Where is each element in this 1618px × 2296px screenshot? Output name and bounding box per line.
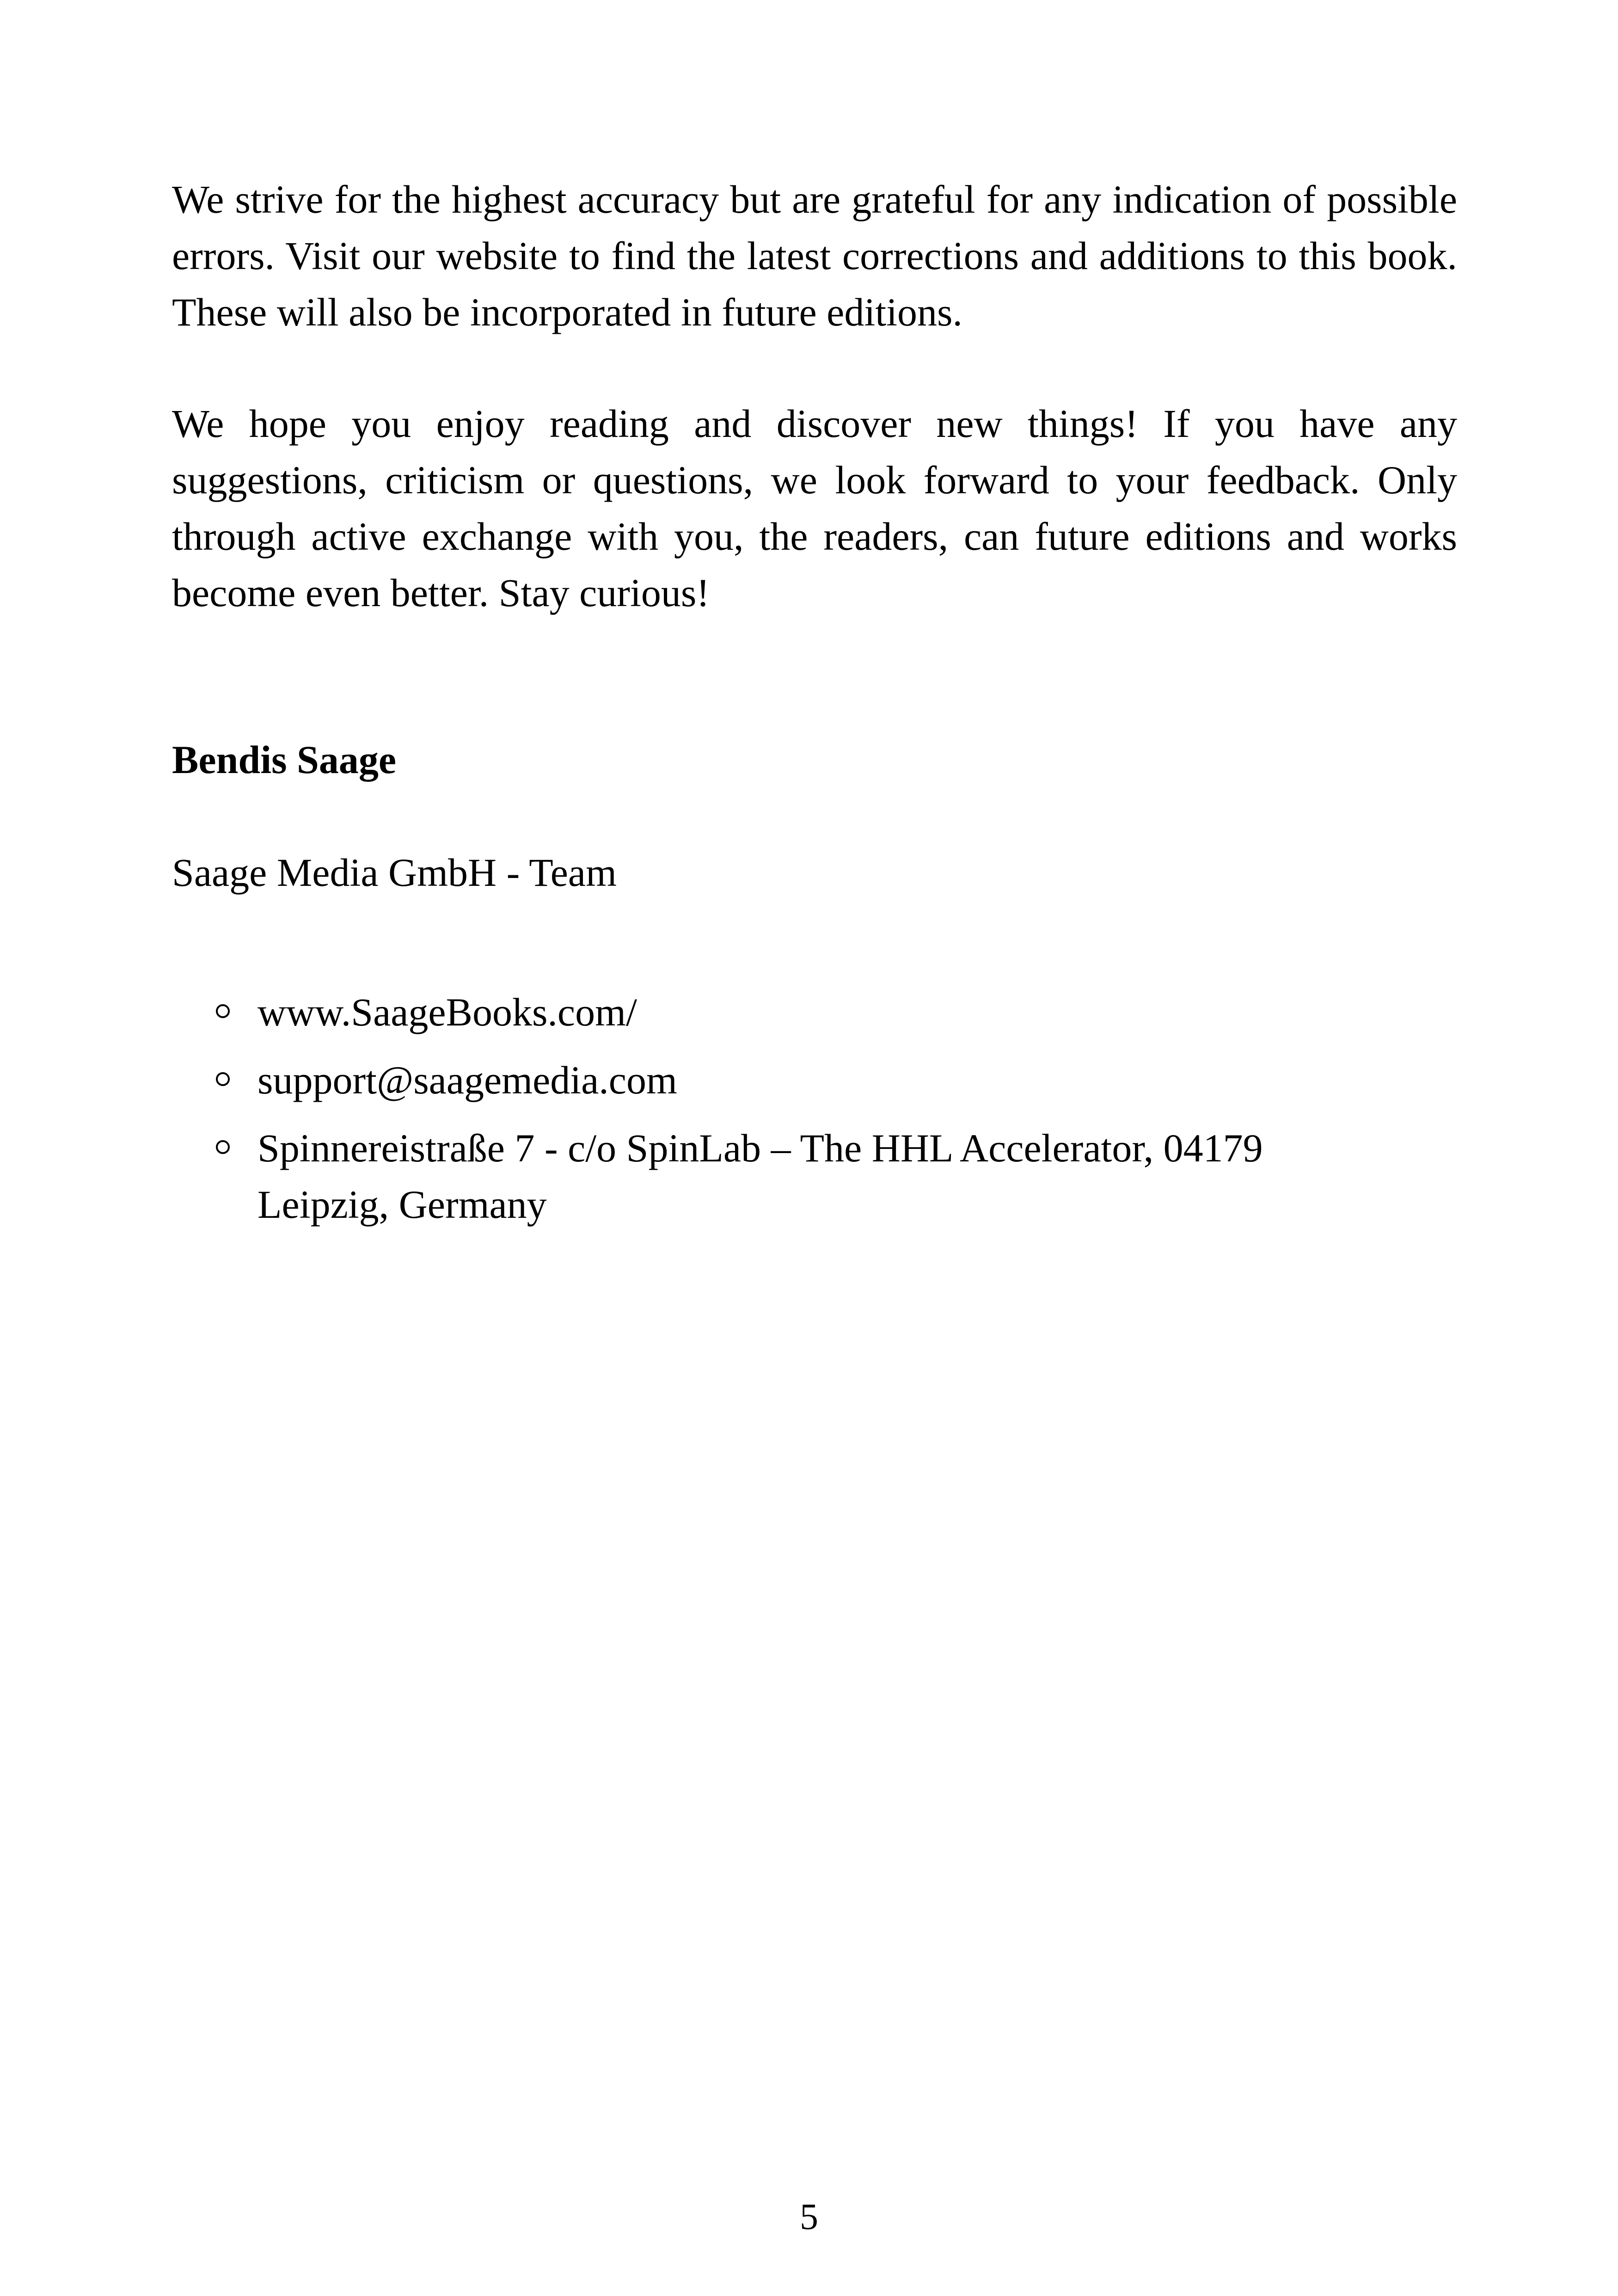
intro-paragraph-feedback: We hope you enjoy reading and discover new things! If you have any suggestions, criticism or questions, we look forward to your feedback. Only through active exchange with you, the readers, can future editions and works become even better. Stay curious! bbox=[172, 401, 1457, 615]
author-name: Bendis Saage bbox=[172, 737, 397, 782]
contact-website[interactable] bbox=[172, 984, 1457, 1040]
contact-list bbox=[172, 984, 1457, 1244]
page-number: 5 bbox=[800, 2197, 818, 2237]
intro-paragraph-accuracy: We strive for the highest accuracy but are grateful for any indication of possible errors. Visit our website to find the latest corrections and additions to this book. These will also be incorporated in future editions. bbox=[172, 177, 1457, 334]
hollow-circle-bullet-icon bbox=[216, 1072, 230, 1086]
contact-address bbox=[172, 1120, 1457, 1233]
hollow-circle-bullet-icon bbox=[216, 1140, 230, 1154]
hollow-circle-bullet-icon bbox=[216, 1004, 230, 1018]
contact-website-text[interactable]: www.SaageBooks.com/ bbox=[257, 990, 637, 1034]
contact-email[interactable] bbox=[172, 1052, 1457, 1108]
contact-email-text[interactable]: support@saagemedia.com bbox=[257, 1058, 677, 1102]
team-name: Saage Media GmbH - Team bbox=[172, 850, 617, 895]
contact-address-text: Spinnereistraße 7 - c/o SpinLab – The HHL Accelerator, 04179 Leipzig, Germany bbox=[257, 1126, 1263, 1227]
